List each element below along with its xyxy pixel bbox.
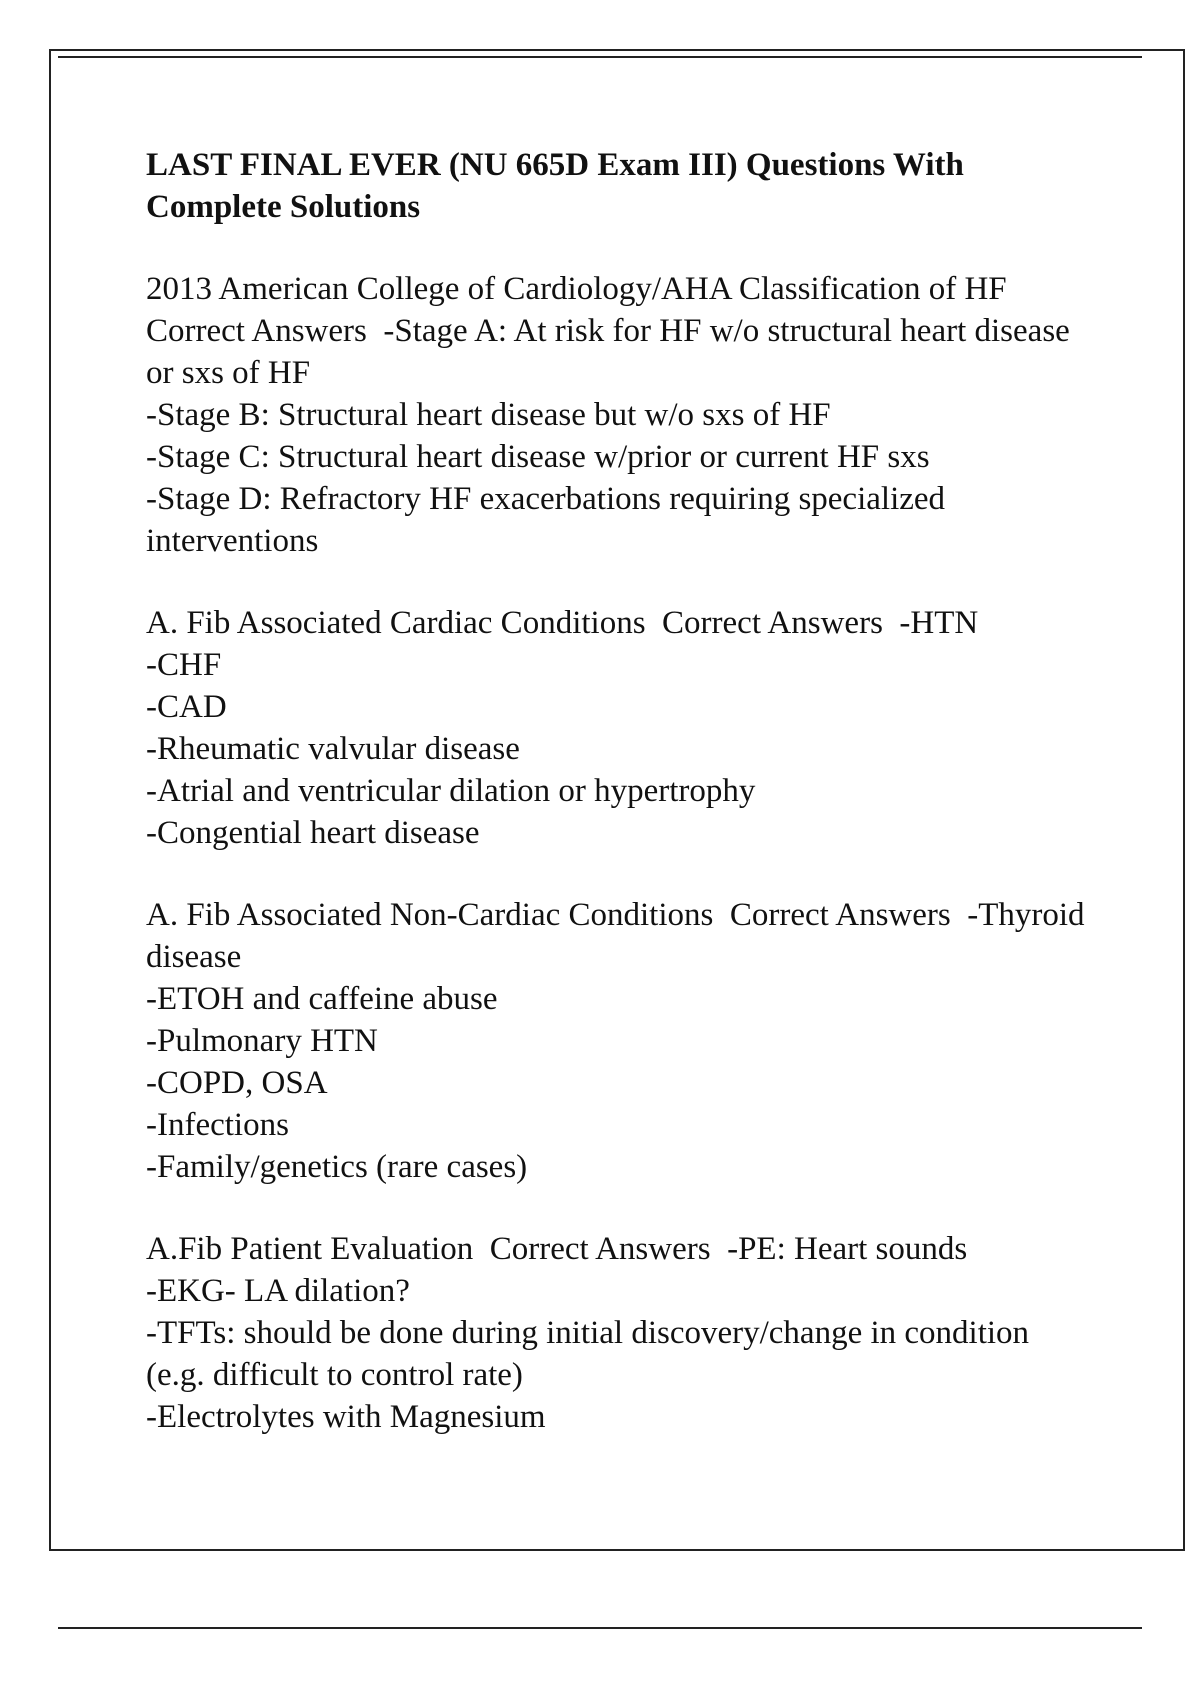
qa-line: A. Fib Associated Cardiac Conditions Correct Answers -HTN — [146, 605, 979, 641]
qa-line: -ETOH and caffeine abuse — [146, 981, 498, 1017]
document-body — [146, 144, 1093, 1438]
qa-entry-afib-evaluation — [146, 1228, 1086, 1438]
qa-line: -EKG- LA dilation? — [146, 1273, 410, 1309]
qa-line: -Stage D: Refractory HF exacerbations requiring specialized interventions — [146, 481, 954, 559]
qa-line: -Family/genetics (rare cases) — [146, 1149, 528, 1185]
qa-line: -CHF — [146, 647, 222, 683]
qa-line: -COPD, OSA — [146, 1065, 328, 1101]
qa-line: -Atrial and ventricular dilation or hypertrophy — [146, 773, 756, 809]
bottom-rule — [58, 1627, 1142, 1629]
qa-line: -Electrolytes with Magnesium — [146, 1399, 546, 1435]
qa-line: -Rheumatic valvular disease — [146, 731, 520, 767]
qa-line: -Stage B: Structural heart disease but w/o sxs of HF — [146, 397, 831, 433]
document-title: LAST FINAL EVER (NU 665D Exam III) Questions With Complete Solutions — [146, 147, 964, 225]
qa-entry-afib-non-cardiac — [146, 894, 1093, 1188]
qa-line: -Stage C: Structural heart disease w/prior or current HF sxs — [146, 439, 930, 475]
qa-entry-hf-classification — [146, 268, 1086, 562]
top-rule — [58, 56, 1142, 58]
qa-line: 2013 American College of Cardiology/AHA Classification of HF Correct Answers -Stage A: At risk for HF w/o structural heart disease or sxs of HF — [146, 271, 1079, 391]
qa-line: A.Fib Patient Evaluation Correct Answers -PE: Heart sounds — [146, 1231, 968, 1267]
qa-line: -Pulmonary HTN — [146, 1023, 378, 1059]
qa-line: -Infections — [146, 1107, 289, 1143]
qa-line: -CAD — [146, 689, 227, 725]
qa-line: A. Fib Associated Non-Cardiac Conditions Correct Answers -Thyroid disease — [146, 897, 1093, 975]
qa-entry-afib-cardiac — [146, 602, 1086, 854]
qa-line: -TFTs: should be done during initial discovery/change in condition (e.g. difficult to control rate) — [146, 1315, 1038, 1393]
qa-line: -Congential heart disease — [146, 815, 480, 851]
